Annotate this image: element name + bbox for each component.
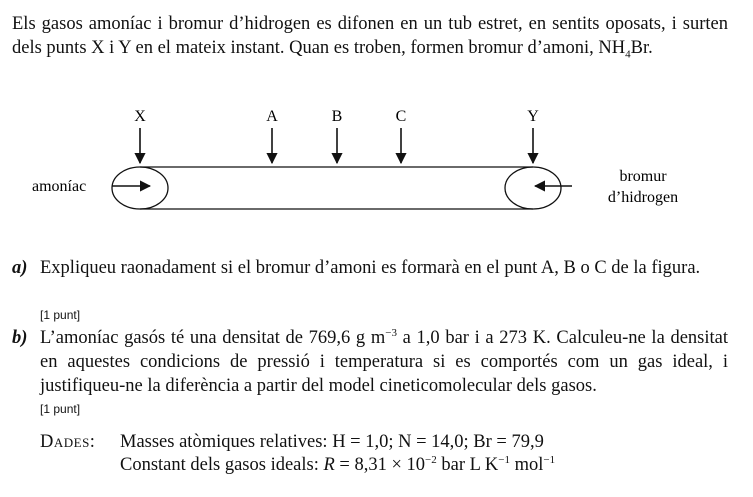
question-b-text: L’amoníac gasós té una densitat de 769,6 g $m^{-3}$ a 1,0 bar i a 273 K. Calculeu-ne la densitat en aquestes condicions de pressió i temperatura si es comportés com un gas ideal, i justifiqueu-ne la diferència a partir del model cineticomolecular dels gasos. bbox=[40, 326, 728, 396]
left-gas-label: amoníac bbox=[32, 178, 87, 195]
question-b-letter: b) bbox=[12, 328, 28, 348]
question-a-letter: a) bbox=[12, 258, 28, 278]
question-b-points: [1 punt] bbox=[40, 402, 81, 416]
right-gas-label-line2: d’hidrogen bbox=[607, 189, 679, 206]
point-label-x: X bbox=[134, 108, 146, 125]
point-label-y: Y bbox=[527, 108, 539, 125]
question-a-text: Expliqueu raonadament si el bromur d’amoni es formarà en el punt A, B o C de la figura. bbox=[40, 258, 701, 278]
question-a-points: [1 punt] bbox=[40, 308, 81, 322]
point-label-c: C bbox=[395, 108, 407, 125]
right-gas-label-line1: bromur bbox=[619, 168, 667, 185]
tube bbox=[112, 167, 561, 209]
point-label-a: A bbox=[266, 108, 278, 125]
data-atomic-masses: Masses atòmiques relatives: H = 1,0; N = 14,0; Br = 79,9 bbox=[120, 432, 544, 452]
point-label-b: B bbox=[331, 108, 343, 125]
data-gas-constant: Constant dels gasos ideals: $R = 8,31 \times 10^{-2}$ bar L $K^{-1}$ mol$^{-1}$ bbox=[120, 453, 556, 475]
ammonium-bromide-formula: $NH_4Br$. bbox=[598, 38, 653, 61]
intro-text: Els gasos amoníac i bromur d’hidrogen es difonen en un tub estret, en sentits oposats, i surten dels punts X i Y en el mateix instant. Quan es troben, formen bromur d’amoni, bbox=[12, 14, 728, 58]
data-label: Dades: bbox=[40, 432, 96, 452]
